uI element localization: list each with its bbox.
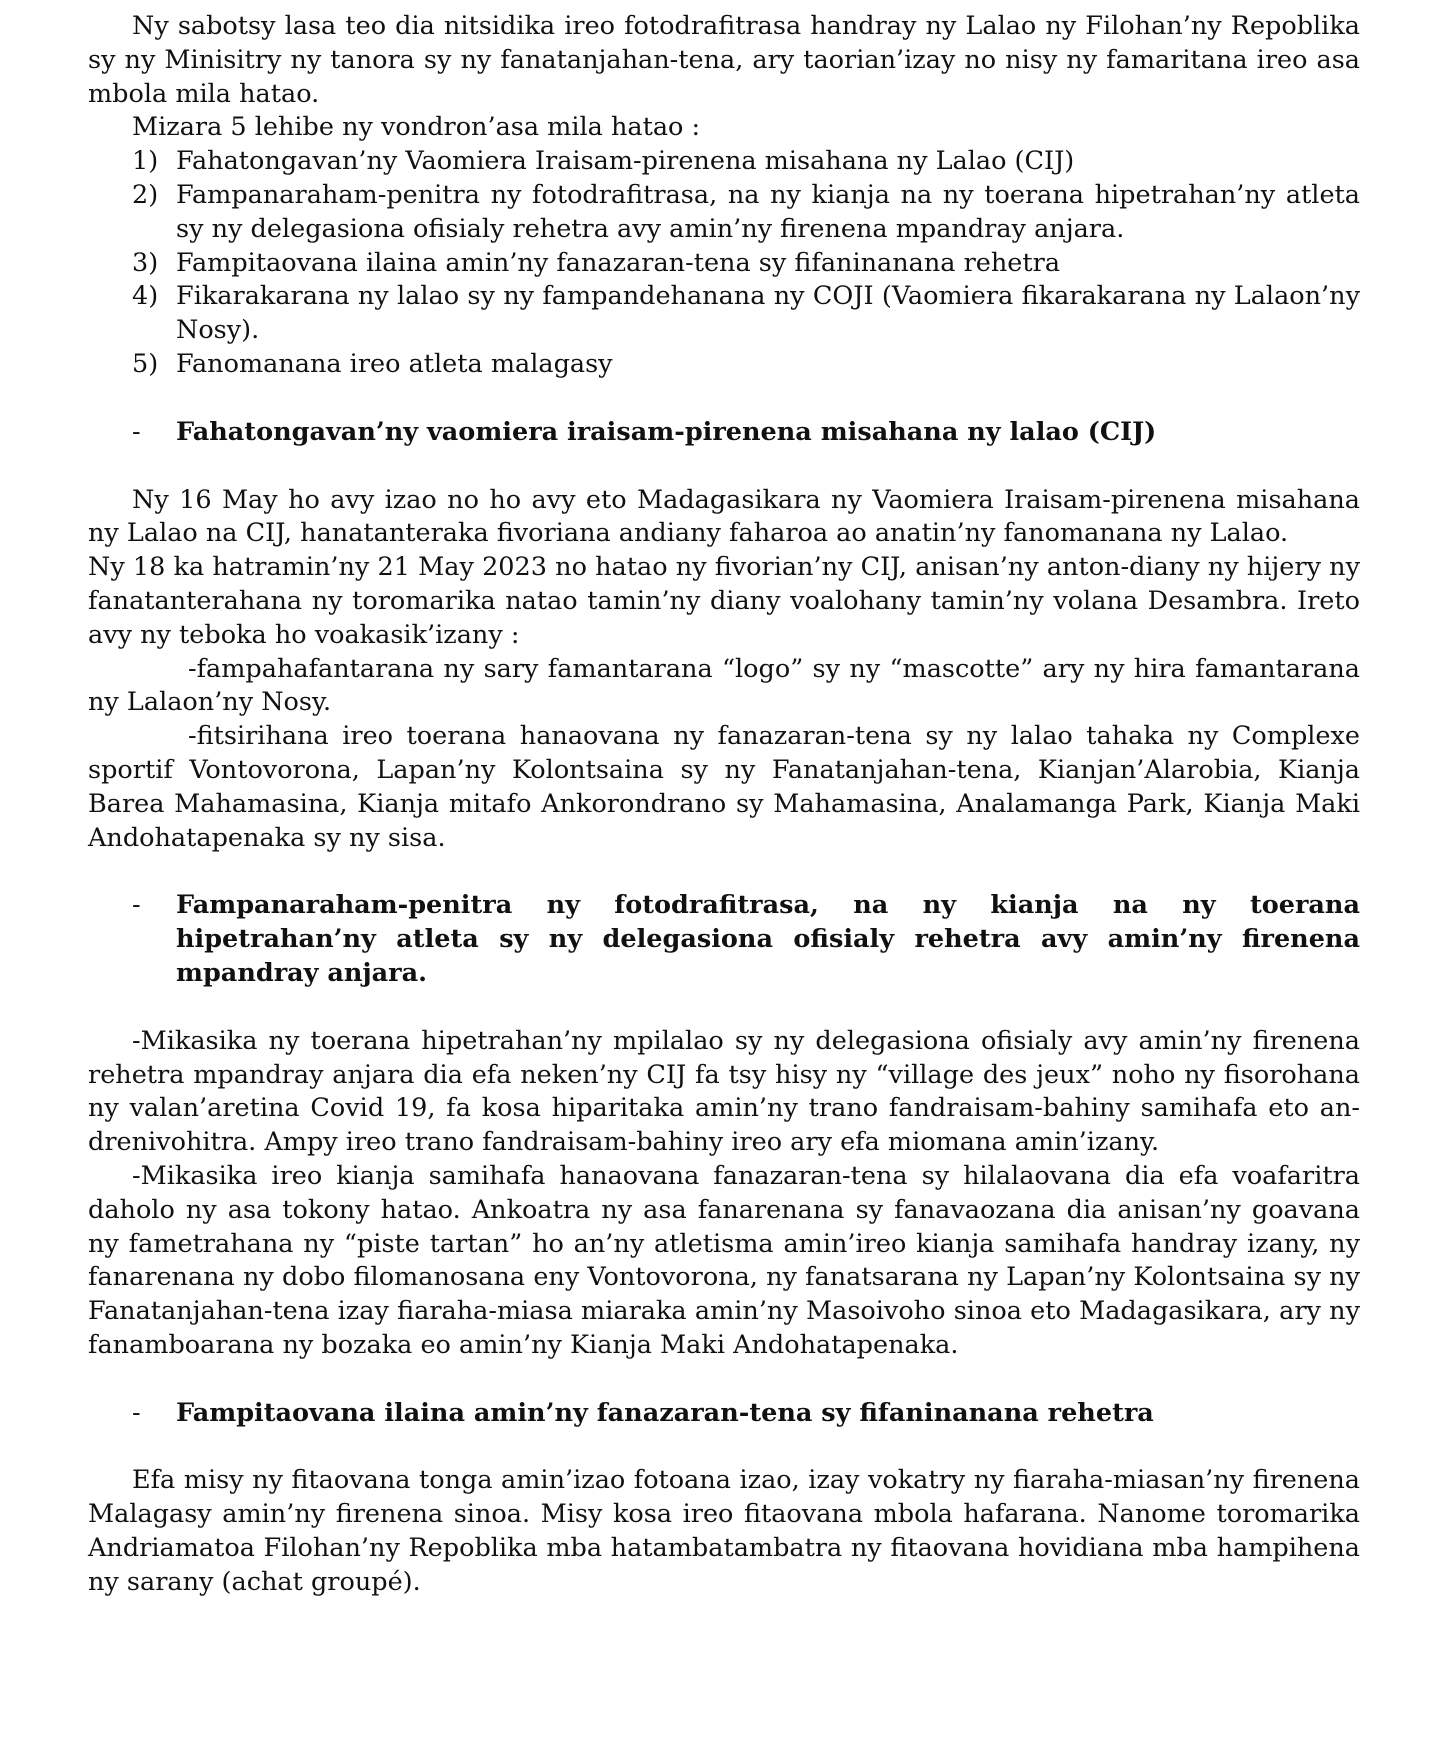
list-item-text: Fampanaraham-penitra ny fotodrafitrasa, na ny kianja na ny toerana hipetrahan’ny atleta sy ny delegasiona ofisialy rehetra avy amin’ny firenena mpandray anjara. [176,179,1360,244]
body-paragraph: -Mikasika ny toerana hipetrahan’ny mpilalao sy ny delegasiona ofisialy avy amin’ny firenena rehetra mpandray anjara dia efa neken’ny CIJ fa tsy hisy ny “village des jeux” noho ny fisorohana ny valan’aretina Covid 19, fa kosa hiparitaka amin’ny trano fandraisam-bahiny samihafa eto an-drenivohitra. Ampy ireo trano fandraisam-bahiny ireo ary efa miomana amin’izany. [88,1025,1360,1158]
list-item [88,348,1360,382]
list-number: 1) [132,146,159,177]
section-heading-text: Fampanaraham-penitra ny fotodrafitrasa, na ny kianja na ny toerana hipetrahan’ny atleta sy ny delegasiona ofisialy rehetra avy amin’ny firenena mpandray anjara. [176,890,1360,988]
list-number: 2) [132,179,159,210]
list-item-text: Fanomanana ireo atleta malagasy [176,348,613,379]
intro-paragraph: Ny sabotsy lasa teo dia nitsidika ireo fotodrafitrasa handray ny Lalao ny Filohan’ny Repoblika sy ny Minisitry ny tanora sy ny fanatanjahan-tena, ary taorian’izay no nisy ny famaritana ireo asa mbola mila hatao. [88,11,1360,109]
bullet-dash: - [132,1397,141,1428]
section-heading [88,889,1360,990]
body-paragraph: Efa misy ny fitaovana tonga amin’izao fotoana izao, izay vokatry ny fiaraha-miasan’ny firenena Malagasy amin’ny firenena sinoa. Misy kosa ireo fitaovana mbola hafarana. Nanome toromarika Andriamatoa Filohan’ny Repoblika mba hatambatambatra ny fitaovana hovidiana mba hampihena ny sarany (achat groupé). [88,1465,1360,1597]
bullet-dash: - [132,416,141,447]
section-heading [88,1397,1360,1431]
list-intro: Mizara 5 lehibe ny vondron’asa mila hatao : [132,112,701,143]
list-item [88,280,1360,348]
list-item-text: Fikarakarana ny lalao sy ny fampandehanana ny COJI (Vaomiera fikarakarana ny Lalaon’ny Nosy). [176,281,1360,346]
body-paragraph: -fampahafantarana ny sary famantarana “logo” sy ny “mascotte” ary ny hira famantarana ny Lalaon’ny Nosy. [88,653,1360,718]
body-paragraph: Ny 16 May ho avy izao no ho avy eto Madagasikara ny Vaomiera Iraisam-pirenena misahana ny Lalao na CIJ, hanatanteraka fivoriana andiany faharoa ao anatin’ny fanomanana ny Lalao. [88,484,1360,549]
list-number: 4) [132,281,159,312]
list-number: 3) [132,247,159,278]
list-item [88,179,1360,247]
body-paragraph: -Mikasika ireo kianja samihafa hanaovana fanazaran-tena sy hilalaovana dia efa voafaritra daholo ny asa tokony hatao. Ankoatra ny asa fanarenana sy fanavaozana dia anisan’ny goavana ny fametrahana ny “piste tartan” ho an’ny atletisma amin’ireo kianja samihafa handray izany, ny fanarenana ny dobo filomanosana eny Vontovorona, ny fanatsarana ny Lapan’ny Kolontsaina sy ny Fanatanjahan-tena izay fiaraha-miasa miaraka amin’ny Masoivoho sinoa eto Madagasikara, ary ny fanamboarana ny bozaka eo amin’ny Kianja Maki Andohatapenaka. [88,1160,1360,1360]
body-paragraph: -fitsirihana ireo toerana hanaovana ny fanazaran-tena sy ny lalao tahaka ny Complexe sportif Vontovorona, Lapan’ny Kolontsaina sy ny Fanatanjahan-tena, Kianjan’Alarobia, Kianja Barea Mahamasina, Kianja mitafo Ankorondrano sy Mahamasina, Analamanga Park, Kianja Maki Andohatapenaka sy ny sisa. [88,721,1360,853]
list-number: 5) [132,348,159,379]
list-item-text: Fahatongavan’ny Vaomiera Iraisam-pirenena misahana ny Lalao (CIJ) [176,146,1075,177]
task-list [88,145,1360,382]
section-heading [88,416,1360,450]
list-item [88,145,1360,179]
list-item [88,247,1360,281]
list-item-text: Fampitaovana ilaina amin’ny fanazaran-tena sy fifaninanana rehetra [176,247,1061,278]
section-heading-text: Fampitaovana ilaina amin’ny fanazaran-tena sy fifaninanana rehetra [176,1397,1154,1428]
section-heading-text: Fahatongavan’ny vaomiera iraisam-pirenena misahana ny lalao (CIJ) [176,416,1157,447]
bullet-dash: - [132,890,141,921]
body-paragraph: Ny 18 ka hatramin’ny 21 May 2023 no hatao ny fivorian’ny CIJ, anisan’ny anton-diany ny hijery ny fanatanterahana ny toromarika natao tamin’ny diany voalohany tamin’ny volana Desambra. Ireto avy ny teboka ho voakasik’izany : [88,552,1360,650]
document-page [88,10,1360,1600]
